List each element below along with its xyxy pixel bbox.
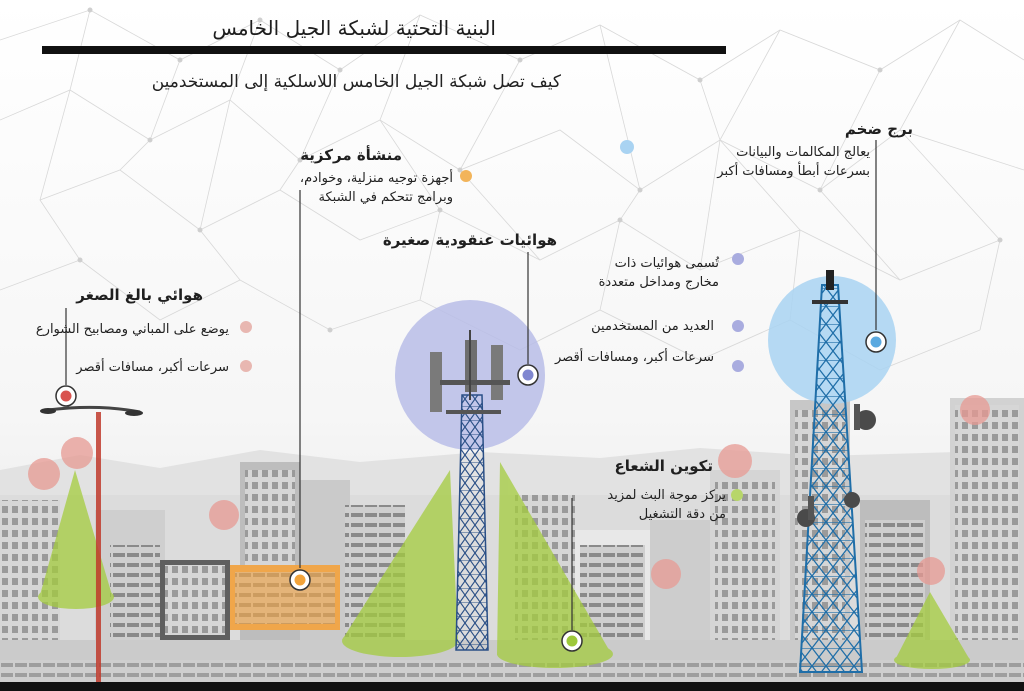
central-facility-line2: وبرامج تتحكم في الشبكة (318, 190, 453, 205)
macro-tower-line2: بسرعات أبطأ ومسافات أكبر (717, 164, 870, 179)
page-subtitle: كيف تصل شبكة الجيل الخامس اللاسلكية إلى المستخدمين (151, 72, 561, 92)
page-title: البنية التحتية لشبكة الجيل الخامس (212, 16, 496, 40)
header-rule (42, 46, 726, 54)
macro-tower-heading: برج ضخم (844, 120, 913, 138)
central-facility-line1: أجهزة توجيه منزلية، وخوادم، (299, 171, 453, 186)
macro-tower-line1: يعالج المكالمات والبيانات (736, 145, 870, 160)
cluster-item1-line1: تُسمى هوائيات ذات (614, 256, 719, 271)
beamforming-heading: تكوين الشعاع (614, 457, 713, 475)
cluster-item2: العديد من المستخدمين (591, 319, 714, 334)
beamforming-line1: يركز موجة البث لمزيد (607, 488, 726, 503)
tiny-antenna-heading: هوائي بالغ الصغر (76, 286, 203, 304)
cluster-antennas-heading: هوائيات عنقودية صغيرة (382, 231, 557, 249)
tiny-antenna-item1: يوضع على المباني ومصابيح الشوارع (35, 322, 229, 337)
cluster-item3: سرعات أكبر، ومسافات أقصر (555, 350, 714, 365)
beamforming-line2: من دقة التشغيل (638, 507, 726, 522)
cluster-item1-line2: مخارج ومداخل متعددة (598, 275, 719, 290)
central-facility-heading: منشأة مركزية (300, 146, 402, 164)
tiny-antenna-item2: سرعات أكبر، مسافات أقصر (76, 360, 229, 375)
